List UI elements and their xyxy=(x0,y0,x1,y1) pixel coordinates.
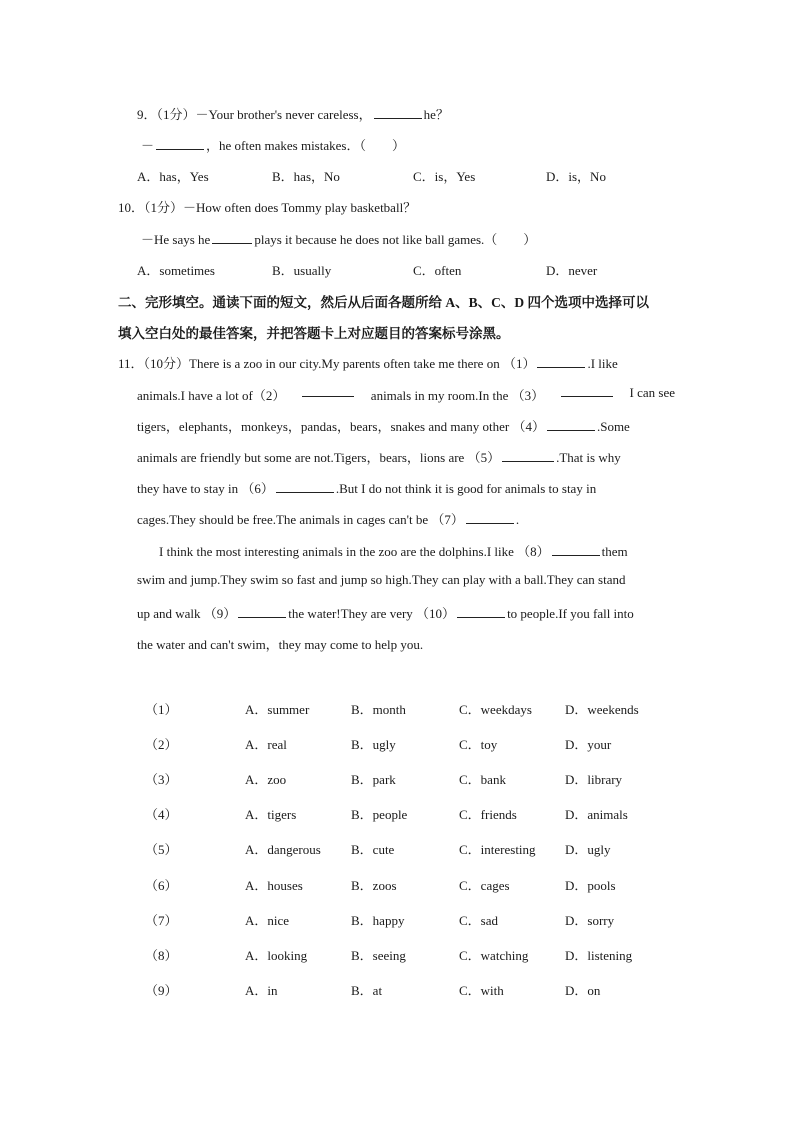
q11-text: .Some xyxy=(596,419,630,434)
choice-option-c: C．bank xyxy=(459,772,506,787)
q11-line10: the water and can't swim，they may come to help you. xyxy=(137,637,424,652)
q11-line6 xyxy=(137,509,519,528)
q10-line2 xyxy=(141,229,536,248)
q11-line9 xyxy=(137,603,634,622)
passage-blank-1 xyxy=(537,356,585,368)
choice-option-d: D．ugly xyxy=(565,842,611,857)
q11-text: animals are friendly but some are not.Tigers，bears，lions are （5） xyxy=(137,450,501,465)
passage-blank-7 xyxy=(466,512,514,524)
choice-option-c: C．with xyxy=(459,983,504,998)
choice-option-a: A．houses xyxy=(245,878,303,893)
choice-option-a: A．looking xyxy=(245,948,308,963)
choice-option-b: B．zoos xyxy=(351,878,397,893)
q11-line8: swim and jump.They swim so fast and jump so high.They can play with a ball.They can stand xyxy=(137,572,626,587)
q11-line4 xyxy=(137,447,675,466)
q9-dash: － xyxy=(141,138,155,153)
choice-option-a: A．real xyxy=(245,737,287,752)
choice-option-a: A．tigers xyxy=(245,807,297,822)
choice-option-a: A．summer xyxy=(245,702,310,717)
q11-text: tigers，elephants，monkeys，pandas，bears，snakes and many other （4） xyxy=(137,419,545,434)
q11-text: they have to stay in （6） xyxy=(137,481,274,496)
q11-line5 xyxy=(137,478,675,497)
choice-option-d: D．library xyxy=(565,772,623,787)
q11-line3 xyxy=(137,416,675,435)
passage-blank-4 xyxy=(547,419,595,431)
passage-blank-10 xyxy=(457,606,505,618)
q11-text: up and walk （9） xyxy=(137,606,237,621)
choice-number: （3） xyxy=(145,772,178,787)
q10-option-d: D．never xyxy=(546,263,598,278)
q11-line7 xyxy=(159,541,675,560)
choice-number: （7） xyxy=(145,913,178,928)
passage-blank-3 xyxy=(561,385,613,397)
q9-blank-2 xyxy=(156,138,204,150)
q9-stem: 9．（1分）－Your brother's never careless， xyxy=(137,107,372,122)
choice-option-a: A．zoo xyxy=(245,772,287,787)
choice-option-b: B．park xyxy=(351,772,396,787)
choice-option-c: C．weekdays xyxy=(459,702,532,717)
q11-text: . xyxy=(515,512,520,527)
q11-text: I think the most interesting animals in the zoo are the dolphins.I like （8） xyxy=(159,544,550,559)
choice-option-b: B．month xyxy=(351,702,406,717)
q11-text: animals in my room.In the （3） xyxy=(370,388,545,403)
passage-blank-9 xyxy=(238,606,286,618)
choice-option-d: D．weekends xyxy=(565,702,639,717)
choice-option-b: B．people xyxy=(351,807,408,822)
choice-option-c: C．cages xyxy=(459,878,510,893)
q11-text: cages.They should be free.The animals in cages can't be （7） xyxy=(137,512,464,527)
choice-number: （8） xyxy=(145,948,178,963)
q9-blank-1 xyxy=(374,107,422,119)
choice-option-d: D．on xyxy=(565,983,601,998)
choice-option-d: D．sorry xyxy=(565,913,615,928)
q11-text: the water!They are very （10） xyxy=(288,606,456,621)
choice-option-b: B．seeing xyxy=(351,948,406,963)
choice-option-d: D．pools xyxy=(565,878,616,893)
choice-number: （9） xyxy=(145,983,178,998)
choice-option-d: D．your xyxy=(565,737,612,752)
passage-blank-5 xyxy=(502,450,554,462)
choice-option-c: C．friends xyxy=(459,807,517,822)
q9-line1 xyxy=(137,104,449,123)
q9-stem-2: ，he often makes mistakes．（ ） xyxy=(206,138,405,153)
q10-option-c: C．often xyxy=(413,263,462,278)
choice-option-c: C．watching xyxy=(459,948,529,963)
q11-text: them xyxy=(601,544,628,559)
choice-option-b: B．cute xyxy=(351,842,395,857)
choice-option-c: C．interesting xyxy=(459,842,536,857)
q11-text: .That is why xyxy=(556,450,621,465)
q11-text: .But I do not think it is good for animals to stay in xyxy=(335,481,597,496)
q10-option-a: A．sometimes xyxy=(137,263,215,278)
choice-option-d: D．animals xyxy=(565,807,628,822)
q11-text: animals.I have a lot of（2） xyxy=(137,388,286,403)
q11-text: I can see xyxy=(629,385,675,400)
q9-option-d: D．is，No xyxy=(546,169,606,184)
section-heading-line2: 填入空白处的最佳答案，并把答题卡上对应题目的答案标号涂黑。 xyxy=(118,326,510,341)
q10-blank xyxy=(212,232,252,244)
q11-line1 xyxy=(118,353,675,372)
choice-option-c: C．toy xyxy=(459,737,498,752)
choice-option-a: A．dangerous xyxy=(245,842,321,857)
q9-option-a: A．has，Yes xyxy=(137,169,209,184)
choice-option-b: B．happy xyxy=(351,913,405,928)
passage-blank-2 xyxy=(302,385,354,397)
choice-option-b: B．ugly xyxy=(351,737,396,752)
q9-stem-end: he？ xyxy=(423,107,449,122)
q11-line2 xyxy=(137,385,675,404)
q10-option-b: B．usually xyxy=(272,263,332,278)
choice-option-c: C．sad xyxy=(459,913,499,928)
choice-number: （4） xyxy=(145,807,178,822)
passage-blank-8 xyxy=(552,544,600,556)
q9-option-b: B．has，No xyxy=(272,169,340,184)
q10-line1: 10．（1分）－How often does Tommy play basketball？ xyxy=(118,200,417,215)
section-heading-line1: 二、完形填空。通读下面的短文，然后从后面各题所给 A、B、C、D 四个选项中选择可以 xyxy=(118,295,650,310)
q11-text: to people.If you fall into xyxy=(507,606,634,621)
choice-option-a: A．in xyxy=(245,983,278,998)
choice-option-b: B．at xyxy=(351,983,383,998)
q10-stem-end: plays it because he does not like ball games.（ ） xyxy=(254,232,537,247)
choice-option-a: A．nice xyxy=(245,913,290,928)
choice-number: （6） xyxy=(145,878,178,893)
choice-number: （5） xyxy=(145,842,178,857)
choice-number: （2） xyxy=(145,737,178,752)
passage-blank-6 xyxy=(276,481,334,493)
q11-text: .I like xyxy=(587,356,618,371)
q10-stem: －He says he xyxy=(141,232,211,247)
choice-option-d: D．listening xyxy=(565,948,633,963)
q9-line2 xyxy=(141,135,405,154)
q9-option-c: C．is，Yes xyxy=(413,169,476,184)
q11-text: 11．（10分）There is a zoo in our city.My parents often take me there on （1） xyxy=(118,356,536,371)
choice-number: （1） xyxy=(145,702,178,717)
